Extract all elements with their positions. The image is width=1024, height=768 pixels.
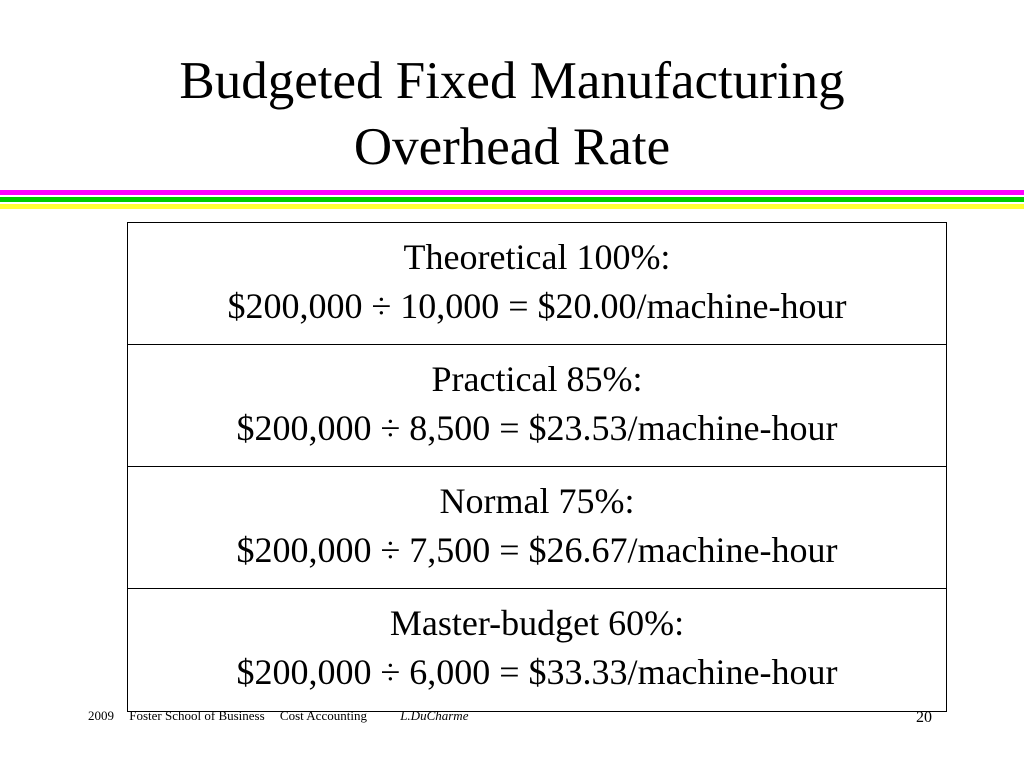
page-number: 20 (916, 709, 932, 726)
rate-row-normal (128, 467, 946, 589)
rate-formula: $200,000 ÷ 8,500 = $23.53/machine-hour (236, 408, 838, 448)
rate-row-theoretical (128, 223, 946, 345)
rate-formula: $200,000 ÷ 10,000 = $20.00/machine-hour (227, 286, 847, 326)
rate-label: Practical 85%: (431, 359, 643, 399)
rate-row-practical (128, 345, 946, 467)
rate-formula: $200,000 ÷ 7,500 = $26.67/machine-hour (236, 530, 838, 570)
title-line-1: Budgeted Fixed Manufacturing (179, 52, 845, 110)
footer-author: L.DuCharme (400, 708, 469, 723)
slide-footer (88, 708, 480, 724)
rate-table (127, 222, 947, 712)
footer-school: Foster School of Business (129, 708, 265, 723)
green-stripe (0, 197, 1024, 202)
rate-label: Master-budget 60%: (389, 603, 685, 643)
title-line-2: Overhead Rate (353, 118, 671, 176)
footer-year: 2009 (88, 708, 114, 723)
rate-label: Theoretical 100%: (403, 237, 671, 277)
yellow-stripe (0, 204, 1024, 209)
rate-formula: $200,000 ÷ 6,000 = $33.33/machine-hour (236, 652, 838, 692)
rate-label: Normal 75%: (439, 481, 635, 521)
footer-course: Cost Accounting (279, 708, 367, 723)
slide-title (0, 48, 1024, 180)
magenta-stripe (0, 190, 1024, 195)
rate-row-master-budget (128, 589, 946, 711)
